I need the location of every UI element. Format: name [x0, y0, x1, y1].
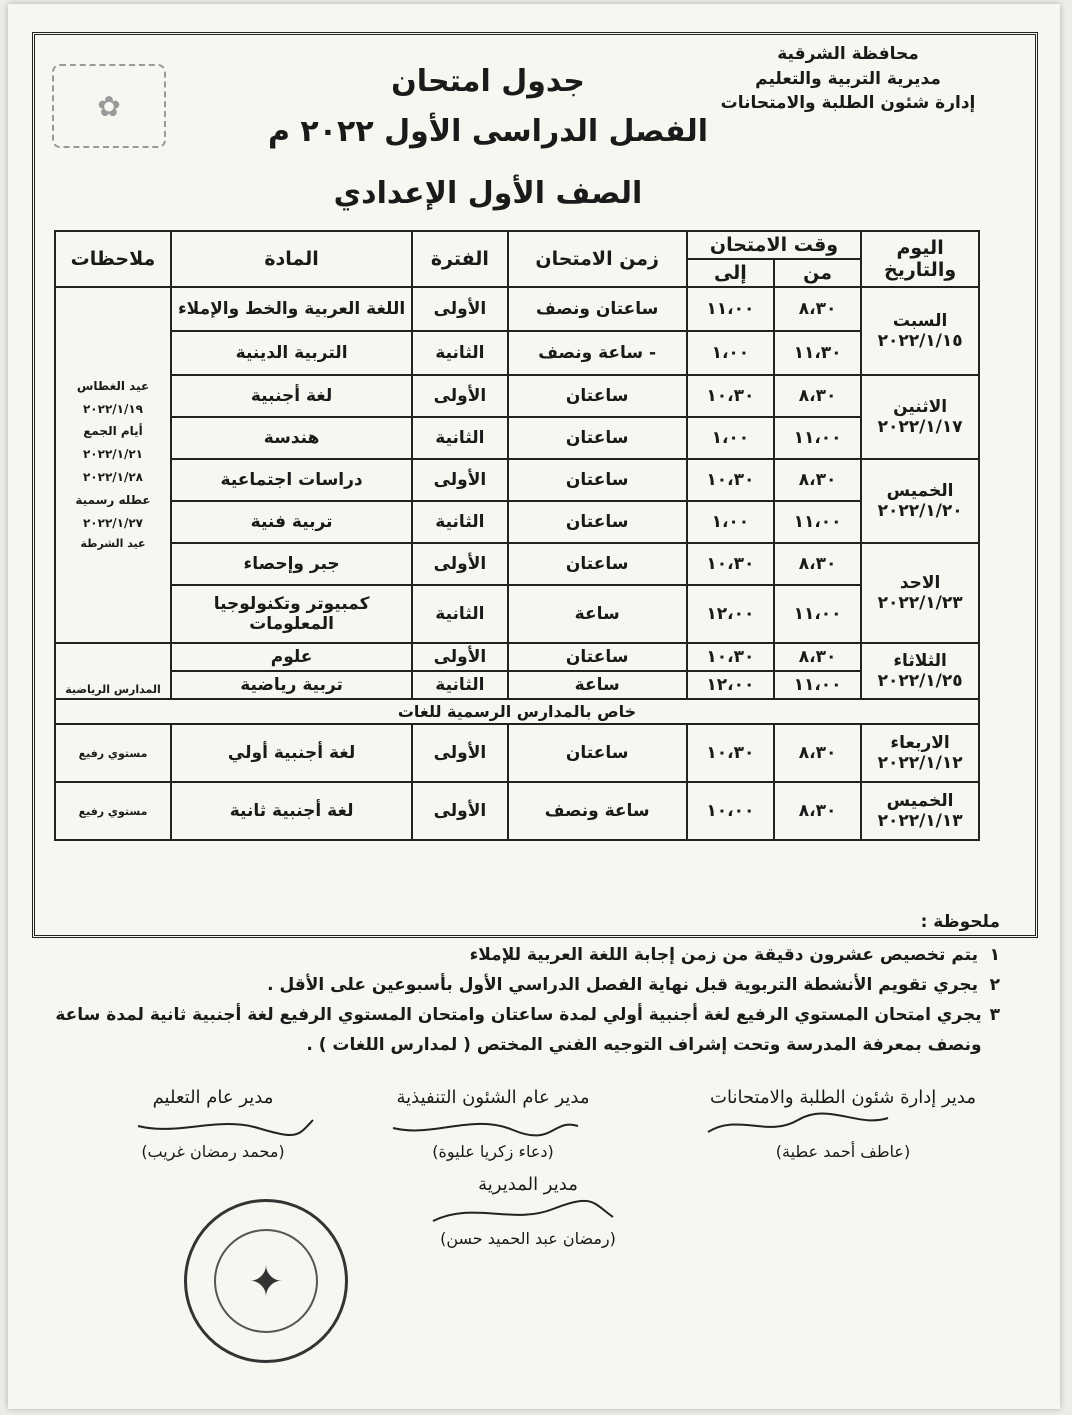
- from-cell: ٨،٣٠: [774, 375, 861, 417]
- title-block: [238, 64, 738, 212]
- period-cell: الثانية: [412, 331, 507, 375]
- to-cell: ١١،٠٠: [687, 287, 774, 331]
- period-cell: الأولى: [412, 643, 507, 671]
- from-cell: ٨،٣٠: [774, 543, 861, 585]
- signature-block: [678, 1087, 1008, 1161]
- notes-title: ملحوظة :: [920, 912, 1000, 932]
- duration-cell: ساعتان: [508, 543, 687, 585]
- exam-schedule-table: [54, 230, 980, 841]
- special-heading: خاص بالمدارس الرسمية للغات: [55, 699, 979, 724]
- header-period: الفترة: [412, 231, 507, 287]
- term-title: الفصل الدراسى الأول ٢٠٢٢ م: [267, 114, 709, 149]
- note-number: ٢: [989, 975, 1000, 995]
- day-name: الاحد: [899, 573, 941, 593]
- from-cell: ١١،٠٠: [774, 501, 861, 543]
- to-cell: ١٠،٣٠: [687, 375, 774, 417]
- day-date: ٢٠٢٢/١/٢٥: [877, 671, 963, 691]
- grade-title: الصف الأول الإعدادي: [333, 176, 643, 211]
- period-cell: الثانية: [412, 501, 507, 543]
- note-text: يجري تقويم الأنشطة التربوية قبل نهاية الفصل الدراسي الأول بأسبوعين على الأقل .: [267, 975, 978, 995]
- logo-seal-icon: ✿: [52, 64, 166, 148]
- authority-header: [718, 42, 978, 162]
- duration-cell: ساعتان: [508, 643, 687, 671]
- from-cell: ١١،٠٠: [774, 671, 861, 699]
- subject-cell: علوم: [171, 643, 412, 671]
- period-cell: الثانية: [412, 671, 507, 699]
- duration-cell: ساعتان: [508, 417, 687, 459]
- side-note: ٢٠٢٢/١/٢٨: [82, 469, 144, 484]
- special-heading-row: [55, 699, 979, 724]
- signature-block: [98, 1087, 328, 1161]
- duration-cell: ساعتان ونصف: [508, 287, 687, 331]
- document-page: [8, 4, 1060, 1409]
- authority-line: إدارة شئون الطلبة والامتحانات: [720, 93, 976, 114]
- subject-cell: تربية رياضية: [171, 671, 412, 699]
- period-cell: الأولى: [412, 782, 507, 840]
- period-cell: الثانية: [412, 417, 507, 459]
- signature-scribble-icon: [98, 1108, 328, 1142]
- day-cell: [861, 287, 979, 375]
- subject-cell: لغة أجنبية ثانية: [171, 782, 412, 840]
- period-cell: الأولى: [412, 287, 507, 331]
- signature-name: (محمد رمضان غريب): [141, 1142, 285, 1161]
- table-row: [55, 585, 979, 643]
- authority-line: محافظة الشرقية: [777, 44, 919, 64]
- subject-cell: لغة أجنبية: [171, 375, 412, 417]
- header-exam-time: وقت الامتحان: [687, 231, 861, 259]
- subject-cell: اللغة العربية والخط والإملاء: [171, 287, 412, 331]
- side-note: عيد الغطاس: [76, 378, 150, 393]
- table-row: [55, 671, 979, 699]
- subject-cell: كمبيوتر وتكنولوجيا المعلومات: [171, 585, 412, 643]
- eagle-emblem-icon: ✦: [214, 1229, 318, 1333]
- period-cell: الثانية: [412, 585, 507, 643]
- side-note: ٢٠٢٢/١/٢١: [82, 447, 144, 462]
- header-subject: المادة: [171, 231, 412, 287]
- from-cell: ١١،٠٠: [774, 417, 861, 459]
- period-cell: الأولى: [412, 375, 507, 417]
- signature-name: (دعاء زكريا عليوة): [432, 1142, 554, 1161]
- day-date: ٢٠٢٢/١/١٣: [877, 811, 963, 831]
- signature-scribble-icon: [398, 1195, 658, 1229]
- day-name: الخميس: [886, 791, 954, 811]
- period-cell: الأولى: [412, 459, 507, 501]
- from-cell: ٨،٣٠: [774, 287, 861, 331]
- period-cell: الأولى: [412, 724, 507, 782]
- header-notes: ملاحظات: [55, 231, 171, 287]
- note-cell: مستوي رفيع: [55, 724, 171, 782]
- duration-cell: - ساعة ونصف: [508, 331, 687, 375]
- duration-cell: ساعتان: [508, 724, 687, 782]
- to-cell: ١٠،٣٠: [687, 724, 774, 782]
- authority-line: مديرية التربية والتعليم: [755, 68, 941, 89]
- note-item: [0, 970, 1000, 1000]
- to-cell: ١٠،٣٠: [687, 543, 774, 585]
- signature-block: [398, 1174, 658, 1248]
- day-date: ٢٠٢٢/١/١٢: [877, 753, 963, 773]
- day-name: الخميس: [886, 481, 954, 501]
- to-cell: ١،٠٠: [687, 501, 774, 543]
- signature-role: مدير المديرية: [478, 1174, 578, 1195]
- period-cell: الأولى: [412, 543, 507, 585]
- to-cell: ١٢،٠٠: [687, 671, 774, 699]
- side-note: ٢٠٢٢/١/١٩: [82, 401, 144, 416]
- table-row: [55, 287, 979, 331]
- from-cell: ٨،٣٠: [774, 724, 861, 782]
- table-row: [55, 459, 979, 501]
- table-row: [55, 782, 979, 840]
- from-cell: ٨،٣٠: [774, 459, 861, 501]
- day-cell: [861, 459, 979, 543]
- side-notes-cell: [55, 287, 171, 643]
- header-from: من: [774, 259, 861, 287]
- duration-cell: ساعة: [508, 671, 687, 699]
- header-duration: زمن الامتحان: [508, 231, 687, 287]
- note-text: يجري امتحان المستوي الرفيع لغة أجنبية أولي لمدة ساعتان وامتحان المستوي الرفيع لغة أجنبية ثانية لمدة ساعة ونصف بمعرفة المدرسة وتحت إشراف التوجيه الفني المختص ( لمدارس اللغات ) .: [55, 1005, 982, 1055]
- duration-cell: ساعتان: [508, 501, 687, 543]
- duration-cell: ساعة: [508, 585, 687, 643]
- header-day-date: اليوم والتاريخ: [861, 231, 979, 287]
- side-note: عطله رسمية: [75, 492, 151, 507]
- day-date: ٢٠٢٢/١/٢٣: [877, 593, 963, 613]
- day-cell: [861, 724, 979, 782]
- table-row: [55, 643, 979, 671]
- signature-role: مدير عام التعليم: [152, 1087, 274, 1108]
- duration-cell: ساعة ونصف: [508, 782, 687, 840]
- day-name: الثلاثاء: [893, 651, 947, 671]
- to-cell: ١،٠٠: [687, 331, 774, 375]
- official-stamp-icon: [184, 1199, 348, 1363]
- note-number: ١: [989, 945, 1000, 965]
- table-row: [55, 543, 979, 585]
- table-row: [55, 501, 979, 543]
- day-cell: [861, 643, 979, 699]
- notes-list: [0, 940, 1000, 1060]
- duration-cell: ساعتان: [508, 375, 687, 417]
- side-note: ٢٠٢٢/١/٢٧: [82, 515, 144, 530]
- header-row: [55, 231, 979, 259]
- day-name: السبت: [892, 311, 948, 331]
- table-row: [55, 724, 979, 782]
- subject-cell: جبر وإحصاء: [171, 543, 412, 585]
- day-name: الاربعاء: [890, 733, 950, 753]
- day-date: ٢٠٢٢/١/١٥: [877, 331, 963, 351]
- side-note: عيد الشرطة: [80, 537, 146, 551]
- day-date: ٢٠٢٢/١/١٧: [877, 417, 963, 437]
- to-cell: ١٠،٣٠: [687, 459, 774, 501]
- side-note: أيام الجمع: [83, 424, 143, 439]
- day-name: الاثنين: [893, 397, 948, 417]
- signature-name: (رمضان عبد الحميد حسن): [440, 1229, 616, 1248]
- day-cell: [861, 543, 979, 643]
- signature-block: [363, 1087, 623, 1161]
- from-cell: ١١،٠٠: [774, 585, 861, 643]
- header-to: إلى: [687, 259, 774, 287]
- table-row: [55, 331, 979, 375]
- note-item: [0, 1000, 1000, 1060]
- from-cell: ١١،٣٠: [774, 331, 861, 375]
- table-row: [55, 417, 979, 459]
- signature-role: مدير إدارة شئون الطلبة والامتحانات: [710, 1087, 976, 1108]
- duration-cell: ساعتان: [508, 459, 687, 501]
- subject-cell: دراسات اجتماعية: [171, 459, 412, 501]
- table-row: [55, 375, 979, 417]
- to-cell: ١٠،٠٠: [687, 782, 774, 840]
- page-title: جدول امتحان: [391, 64, 585, 99]
- from-cell: ٨،٣٠: [774, 643, 861, 671]
- note-cell: مستوي رفيع: [55, 782, 171, 840]
- to-cell: ١٠،٣٠: [687, 643, 774, 671]
- day-date: ٢٠٢٢/١/٢٠: [877, 501, 963, 521]
- note-item: [0, 940, 1000, 970]
- day-cell: [861, 375, 979, 459]
- signature-name: (عاطف أحمد عطية): [775, 1142, 911, 1161]
- subject-cell: هندسة: [171, 417, 412, 459]
- signature-scribble-icon: [363, 1108, 623, 1142]
- note-text: يتم تخصيص عشرون دقيقة من زمن إجابة اللغة العربية للإملاء: [469, 945, 978, 965]
- to-cell: ١٢،٠٠: [687, 585, 774, 643]
- subject-cell: تربية فنية: [171, 501, 412, 543]
- signature-scribble-icon: [678, 1108, 1008, 1142]
- subject-cell: التربية الدينية: [171, 331, 412, 375]
- from-cell: ٨،٣٠: [774, 782, 861, 840]
- subject-cell: لغة أجنبية أولي: [171, 724, 412, 782]
- note-number: ٣: [989, 1005, 1000, 1025]
- to-cell: ١،٠٠: [687, 417, 774, 459]
- signature-role: مدير عام الشئون التنفيذية: [396, 1087, 590, 1108]
- sports-note-cell: المدارس الرياضية: [55, 643, 171, 699]
- day-cell: [861, 782, 979, 840]
